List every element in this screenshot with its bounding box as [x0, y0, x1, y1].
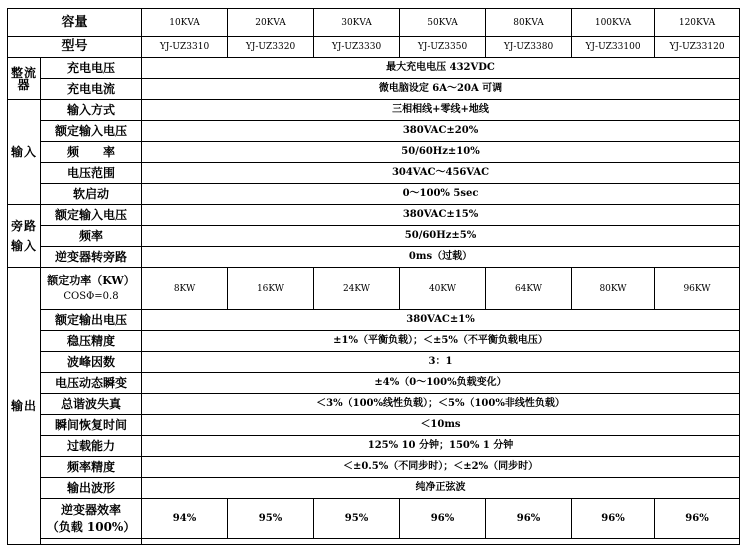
table-row — [8, 457, 740, 478]
row-label: 瞬间恢复时间 — [41, 415, 142, 436]
empty-cell — [142, 539, 740, 545]
row-value: 380VAC±20% — [142, 121, 740, 142]
table-row — [8, 79, 740, 100]
ups-spec-table — [7, 8, 740, 545]
model-cell: YJ-UZ33100 — [572, 37, 655, 58]
table-row — [8, 478, 740, 499]
row-value: ＜10ms — [142, 415, 740, 436]
row-value: 三相相线+零线+地线 — [142, 100, 740, 121]
model-cell: YJ-UZ33120 — [655, 37, 740, 58]
capacity-cell: 80KVA — [486, 9, 572, 37]
power-cell: 80KW — [572, 268, 655, 310]
rated-power-label — [41, 268, 142, 310]
row-label: 软启动 — [41, 184, 142, 205]
row-label: 过载能力 — [41, 436, 142, 457]
efficiency-label — [41, 499, 142, 539]
table-row — [8, 539, 740, 545]
power-cell: 40KW — [400, 268, 486, 310]
row-label: 额定输入电压 — [41, 121, 142, 142]
row-value: 380VAC±15% — [142, 205, 740, 226]
power-cell: 16KW — [228, 268, 314, 310]
row-value: 0ms（过载） — [142, 247, 740, 268]
efficiency-label-line2: （负载 100%） — [46, 519, 136, 534]
table-row — [8, 352, 740, 373]
row-value: 最大充电电压 432VDC — [142, 58, 740, 79]
group-input: 输入 — [8, 100, 41, 205]
capacity-cell: 10KVA — [142, 9, 228, 37]
efficiency-cell: 94% — [142, 499, 228, 539]
row-value: ＜±0.5%（不同步时）；＜±2%（同步时） — [142, 457, 740, 478]
rated-power-label-line1: 额定功率（KW） — [47, 273, 135, 287]
row-label: 额定输出电压 — [41, 310, 142, 331]
capacity-cell: 50KVA — [400, 9, 486, 37]
capacity-row — [8, 9, 740, 37]
table-row — [8, 394, 740, 415]
row-value: 纯净正弦波 — [142, 478, 740, 499]
table-row — [8, 310, 740, 331]
efficiency-cell: 95% — [228, 499, 314, 539]
table-row — [8, 205, 740, 226]
table-row — [8, 331, 740, 352]
power-cell: 24KW — [314, 268, 400, 310]
row-value: 50/60Hz±5% — [142, 226, 740, 247]
efficiency-cell: 95% — [314, 499, 400, 539]
efficiency-cell: 96% — [572, 499, 655, 539]
capacity-cell: 30KVA — [314, 9, 400, 37]
table-row — [8, 58, 740, 79]
row-value: 3：1 — [142, 352, 740, 373]
group-output: 输出 — [8, 268, 41, 545]
row-value: 304VAC～456VAC — [142, 163, 740, 184]
efficiency-cell: 96% — [400, 499, 486, 539]
row-label: 总谐波失真 — [41, 394, 142, 415]
table-row — [8, 373, 740, 394]
row-label: 输出波形 — [41, 478, 142, 499]
table-row — [8, 268, 740, 310]
power-cell: 8KW — [142, 268, 228, 310]
row-value: ±4%（0～100%负载变化） — [142, 373, 740, 394]
efficiency-cell: 96% — [655, 499, 740, 539]
row-label: 频 率 — [41, 142, 142, 163]
row-label: 额定输入电压 — [41, 205, 142, 226]
model-cell: YJ-UZ3380 — [486, 37, 572, 58]
table-row — [8, 247, 740, 268]
row-label: 充电电压 — [41, 58, 142, 79]
row-label: 充电电流 — [41, 79, 142, 100]
group-rectifier: 整流器 — [8, 58, 41, 100]
capacity-label: 容量 — [8, 9, 142, 37]
efficiency-cell: 96% — [486, 499, 572, 539]
row-value: 125% 10 分钟；150% 1 分钟 — [142, 436, 740, 457]
model-cell: YJ-UZ3320 — [228, 37, 314, 58]
row-label: 逆变器转旁路 — [41, 247, 142, 268]
empty-cell — [41, 539, 142, 545]
row-label: 输入方式 — [41, 100, 142, 121]
row-value: 0～100% 5sec — [142, 184, 740, 205]
capacity-cell: 120KVA — [655, 9, 740, 37]
row-value: 微电脑设定 6A～20A 可调 — [142, 79, 740, 100]
row-value: 380VAC±1% — [142, 310, 740, 331]
table-row — [8, 499, 740, 539]
row-label: 波峰因数 — [41, 352, 142, 373]
row-label: 电压动态瞬变 — [41, 373, 142, 394]
rated-power-label-line2: COSΦ=0.8 — [63, 290, 119, 302]
table-row — [8, 184, 740, 205]
capacity-cell: 100KVA — [572, 9, 655, 37]
table-row — [8, 121, 740, 142]
table-row — [8, 142, 740, 163]
efficiency-label-line1: 逆变器效率 — [61, 502, 122, 517]
row-value: ±1%（平衡负载）；＜±5%（不平衡负载电压） — [142, 331, 740, 352]
table-row — [8, 226, 740, 247]
row-value: 50/60Hz±10% — [142, 142, 740, 163]
row-label: 频率 — [41, 226, 142, 247]
row-label: 电压范围 — [41, 163, 142, 184]
group-bypass: 旁路输入 — [8, 205, 41, 268]
power-cell: 96KW — [655, 268, 740, 310]
power-cell: 64KW — [486, 268, 572, 310]
model-row — [8, 37, 740, 58]
capacity-cell: 20KVA — [228, 9, 314, 37]
model-label: 型号 — [8, 37, 142, 58]
model-cell: YJ-UZ3310 — [142, 37, 228, 58]
model-cell: YJ-UZ3350 — [400, 37, 486, 58]
table-row — [8, 415, 740, 436]
table-row — [8, 163, 740, 184]
row-label: 稳压精度 — [41, 331, 142, 352]
row-label: 频率精度 — [41, 457, 142, 478]
table-row — [8, 100, 740, 121]
table-row — [8, 436, 740, 457]
model-cell: YJ-UZ3330 — [314, 37, 400, 58]
row-value: ＜3%（100%线性负载）；＜5%（100%非线性负载） — [142, 394, 740, 415]
